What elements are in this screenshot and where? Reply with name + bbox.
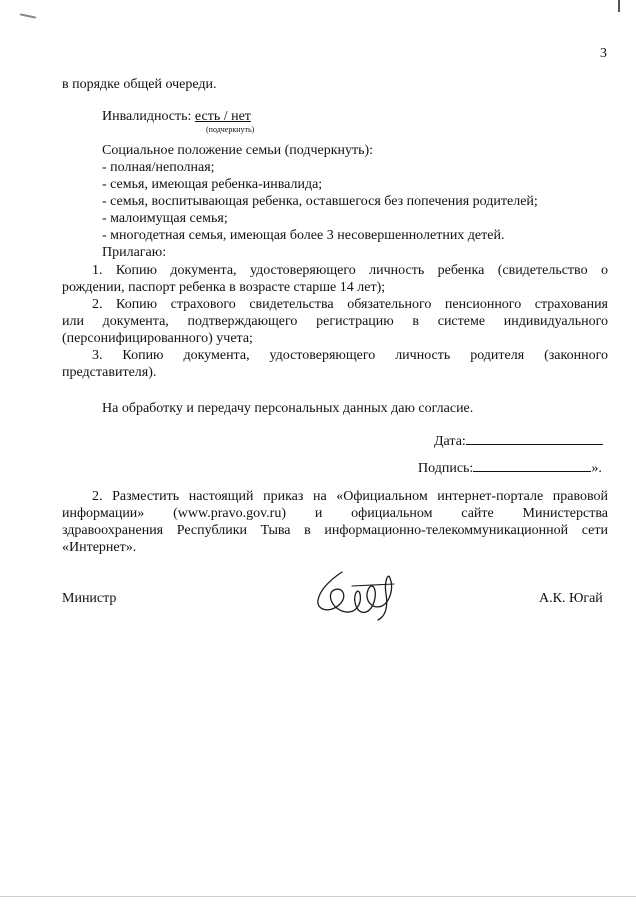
social-option-1: - полная/неполная;	[102, 160, 215, 175]
social-option-5: - многодетная семья, имеющая более 3 несовершеннолетних детей.	[102, 228, 505, 243]
signature-line	[418, 459, 602, 477]
social-option-2: - семья, имеющая ребенка-инвалида;	[102, 177, 323, 192]
disability-line	[102, 108, 251, 125]
date-blank	[466, 432, 603, 445]
scan-mark-top-right	[618, 0, 620, 12]
date-line	[434, 432, 603, 450]
underline-hint: (подчеркнуть)	[206, 125, 255, 134]
date-label: Дата:	[434, 434, 466, 449]
minister-title: Министр	[62, 591, 117, 606]
signature-label: Подпись:	[418, 461, 474, 476]
consent-line: На обработку и передачу персональных данных даю согласие.	[102, 401, 474, 416]
attach-item-1-line-1: 1. Копию документа, удостоверяющего личность ребенка (свидетельство о	[92, 263, 608, 278]
attach-item-3-line-2: представителя).	[62, 365, 157, 380]
para2-line-3: здравоохранения Республики Тыва в информационно-телекоммуникационной сети	[62, 523, 608, 538]
handwritten-signature	[312, 566, 408, 622]
attach-item-3-line-1: 3. Копию документа, удостоверяющего личность родителя (законного	[92, 348, 608, 363]
para2-line-4: «Интернет».	[62, 540, 137, 555]
signature-blank	[473, 459, 591, 472]
para2-line-2: информации» (www.pravo.gov.ru) и официальном сайте Министерства	[62, 506, 608, 521]
disability-label: Инвалидность:	[102, 109, 192, 124]
attach-heading: Прилагаю:	[102, 245, 167, 260]
para2-line-1: 2. Разместить настоящий приказ на «Официальном интернет-портале правовой	[92, 489, 608, 504]
social-status-heading: Социальное положение семьи (подчеркнуть):	[102, 143, 374, 158]
page-number: 3	[600, 46, 607, 61]
signature-line-end: ».	[591, 461, 602, 476]
social-option-4: - малоимущая семья;	[102, 211, 228, 226]
scan-mark-top-left	[20, 13, 36, 18]
disability-options: есть / нет	[194, 109, 251, 124]
attach-item-2-line-2: или документа, подтверждающего регистрацию в системе индивидуального	[62, 314, 608, 329]
scan-bottom-edge	[0, 896, 636, 897]
queue-line: в порядке общей очереди.	[62, 77, 217, 92]
social-option-3: - семья, воспитывающая ребенка, оставшегося без попечения родителей;	[102, 194, 538, 209]
attach-item-1-line-2: рождении, паспорт ребенка в возрасте старше 14 лет);	[62, 280, 386, 295]
attach-item-2-line-1: 2. Копию страхового свидетельства обязательного пенсионного страхования	[92, 297, 608, 312]
minister-name: А.К. Югай	[539, 591, 603, 606]
attach-item-2-line-3: (персонифицированного) учета;	[62, 331, 253, 346]
